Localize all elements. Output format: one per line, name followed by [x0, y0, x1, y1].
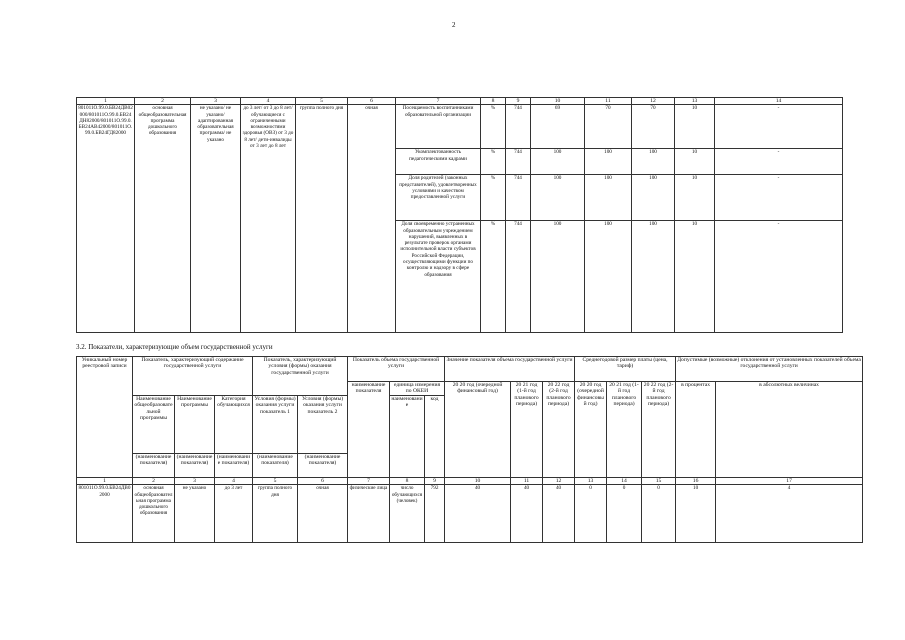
indicator-name: Доля родителей (законных представителей), удовлетворенных условиями и качеством предоставленной услуги: [396, 175, 481, 221]
fee-year-3: 0: [642, 485, 676, 543]
sub-header: Категория обучающихся: [215, 396, 253, 454]
deviation-absolute: 4: [716, 485, 863, 543]
section-title: 3.2. Показатели, характеризующие объем государственной услуги: [76, 343, 273, 351]
col-number: 3: [175, 478, 215, 485]
col-number: 12: [632, 98, 675, 105]
sub-header: Условия (формы) оказания услуги показатель 2: [298, 396, 348, 454]
service-form: очная: [298, 485, 348, 543]
volume-indicators-table: [76, 356, 863, 543]
col-number: 8: [390, 478, 425, 485]
col-number: 16: [676, 478, 716, 485]
program-type: основная общеобразовательная программа дошкольного образования: [133, 485, 175, 543]
value-year-2: 40: [511, 485, 543, 543]
header-fee-year-2: 20 21 год (1-й год планового периода): [607, 382, 642, 478]
unit: %: [481, 221, 506, 333]
col-number: 6: [298, 478, 348, 485]
header-number-row: [77, 98, 843, 105]
header-unit-code: код: [425, 396, 445, 478]
col-number: 14: [715, 98, 843, 105]
header-unit: единица измерения по ОКЕИ: [390, 382, 445, 396]
sub-header: Наименование общеобразовательной программы: [133, 396, 175, 454]
header-fee: Среднегодовой размер платы (цена, тариф): [575, 357, 676, 382]
quality-indicators-table: [76, 97, 843, 333]
unit-name: число обучающихся (человек): [390, 485, 425, 543]
col-number: 5: [296, 98, 348, 105]
fee-year-2: 0: [607, 485, 642, 543]
program-name: не указано/ не указано/ адаптированная образовательная программа/ не указано: [191, 105, 241, 333]
header-unit-name: наименование: [390, 396, 425, 478]
header-value: Значение показателя объема государственной услуги: [445, 357, 575, 382]
col-number: 3: [191, 98, 241, 105]
value-year-1: 100: [531, 175, 585, 221]
indicator-name: Доля своевременно устраненных образовательным учреждением нарушений, выявленных в результате проверок органами исполнительной власти субъектов Российской Федерации, осуществляющими функции по контролю и надзору в сфере образования: [396, 221, 481, 333]
col-number: 9: [506, 98, 531, 105]
table-row: [77, 105, 843, 149]
value-year-2: 100: [585, 175, 632, 221]
value-year-3: 100: [632, 149, 675, 175]
deviation-absolute: -: [715, 149, 843, 175]
value-year-2: 100: [585, 149, 632, 175]
registry-number: 801011О.99.0.БВ24ДВ02000: [77, 485, 133, 543]
value-year-3: 100: [632, 221, 675, 333]
deviation-absolute: -: [715, 221, 843, 333]
col-number: 1: [77, 98, 135, 105]
deviation-absolute: -: [715, 175, 843, 221]
col-number: 17: [716, 478, 863, 485]
unit: %: [481, 105, 506, 149]
header-number-row: [77, 478, 863, 485]
sub-note: (наименование показателя): [175, 454, 215, 478]
sub-note: (наименование показателя): [253, 454, 298, 478]
deviation-absolute: -: [715, 105, 843, 149]
col-number: 7: [348, 478, 390, 485]
sub-note: (наименование показателя): [215, 454, 253, 478]
deviation-percent: 10: [675, 105, 715, 149]
indicator-name: Укомплектованность педагогическими кадрами: [396, 149, 481, 175]
header-absolute: в абсолютных величинах: [716, 382, 863, 478]
unit: %: [481, 175, 506, 221]
col-number: 12: [543, 478, 575, 485]
student-category: до 3 лет: [215, 485, 253, 543]
student-category: до 3 лет/ от 3 до 8 лет/ обучающиеся с ограниченными возможностями здоровья (ОВЗ) от 3 до 8 лет/ дети-инвалиды от 3 лет до 8 лет: [241, 105, 296, 333]
value-year-1: 40: [445, 485, 511, 543]
header-indicator-name: наименование показателя: [348, 382, 390, 478]
header-volume: Показатель объема государственной услуги: [348, 357, 445, 382]
header-row: [77, 357, 863, 382]
program-type: основная общеобразовательная программа дошкольного образования: [135, 105, 191, 333]
indicator-name: Посещаемость воспитанниками образовательной организации: [396, 105, 481, 149]
col-number: 7: [396, 98, 481, 105]
service-condition: группа полного дня: [253, 485, 298, 543]
col-number: 1: [77, 478, 133, 485]
header-percent: в процентах: [676, 382, 716, 478]
header-content: Показатель, характеризующий содержание государственной услуги: [133, 357, 253, 396]
okei-code: 792: [425, 485, 445, 543]
col-number: 13: [675, 98, 715, 105]
col-number: 2: [135, 98, 191, 105]
col-number: 14: [607, 478, 642, 485]
unit: %: [481, 149, 506, 175]
service-condition: группа полного дня: [296, 105, 348, 333]
okei-code: 744: [506, 149, 531, 175]
deviation-percent: 10: [675, 175, 715, 221]
header-year-1: 20 20 год (очередной финансовый год): [445, 382, 511, 478]
col-number: 11: [585, 98, 632, 105]
page-number: 2: [452, 21, 456, 29]
sub-header: Наименование программы: [175, 396, 215, 454]
value-year-3: 70: [632, 105, 675, 149]
sub-note: (наименование показателя): [133, 454, 175, 478]
table-row: [77, 485, 863, 543]
col-number: 5: [253, 478, 298, 485]
value-year-3: 100: [632, 175, 675, 221]
okei-code: 744: [506, 221, 531, 333]
col-number: 11: [511, 478, 543, 485]
col-number: 10: [531, 98, 585, 105]
header-fee-year-1: 20 20 год (очередной финансовый год): [575, 382, 607, 478]
header-year-3: 20 22 год (2-й год планового периода): [543, 382, 575, 478]
col-number: 10: [445, 478, 511, 485]
header-deviation: Допустимые (возможные) отклонения от установленных показателей объема государственной услуги: [676, 357, 863, 382]
value-year-3: 40: [543, 485, 575, 543]
sub-header: Условия (формы) оказания услуги показатель 1: [253, 396, 298, 454]
deviation-percent: 10: [675, 149, 715, 175]
sub-note: (наименование показателя): [298, 454, 348, 478]
col-number: 4: [241, 98, 296, 105]
col-number: 4: [215, 478, 253, 485]
col-number: 8: [481, 98, 506, 105]
program-name: не указано: [175, 485, 215, 543]
header-registry: Уникальный номер реестровой записи: [77, 357, 133, 478]
col-number: 13: [575, 478, 607, 485]
col-number: 15: [642, 478, 676, 485]
okei-code: 744: [506, 175, 531, 221]
value-year-1: 100: [531, 221, 585, 333]
value-year-2: 70: [585, 105, 632, 149]
registry-number: 801011О.99.0.БВ24ДВ02000/801011О.99.0.БВ24ДН82000/801011О.99.0.БВ24АВ42000/801011О.99.0.БВ24ГД82000: [77, 105, 135, 333]
deviation-percent: 10: [676, 485, 716, 543]
okei-code: 744: [506, 105, 531, 149]
value-year-1: 69: [531, 105, 585, 149]
fee-year-1: 0: [575, 485, 607, 543]
service-form: очная: [348, 105, 396, 333]
indicator-name: физические лица: [348, 485, 390, 543]
col-number: 6: [348, 98, 396, 105]
value-year-2: 100: [585, 221, 632, 333]
deviation-percent: 10: [675, 221, 715, 333]
header-fee-year-3: 20 22 год (2-й год планового периода): [642, 382, 676, 478]
header-year-2: 20 21 год (1-й год планового периода): [511, 382, 543, 478]
value-year-1: 100: [531, 149, 585, 175]
col-number: 9: [425, 478, 445, 485]
col-number: 2: [133, 478, 175, 485]
header-conditions: Показатель, характеризующий условия (формы) оказания государственной услуги: [253, 357, 348, 396]
